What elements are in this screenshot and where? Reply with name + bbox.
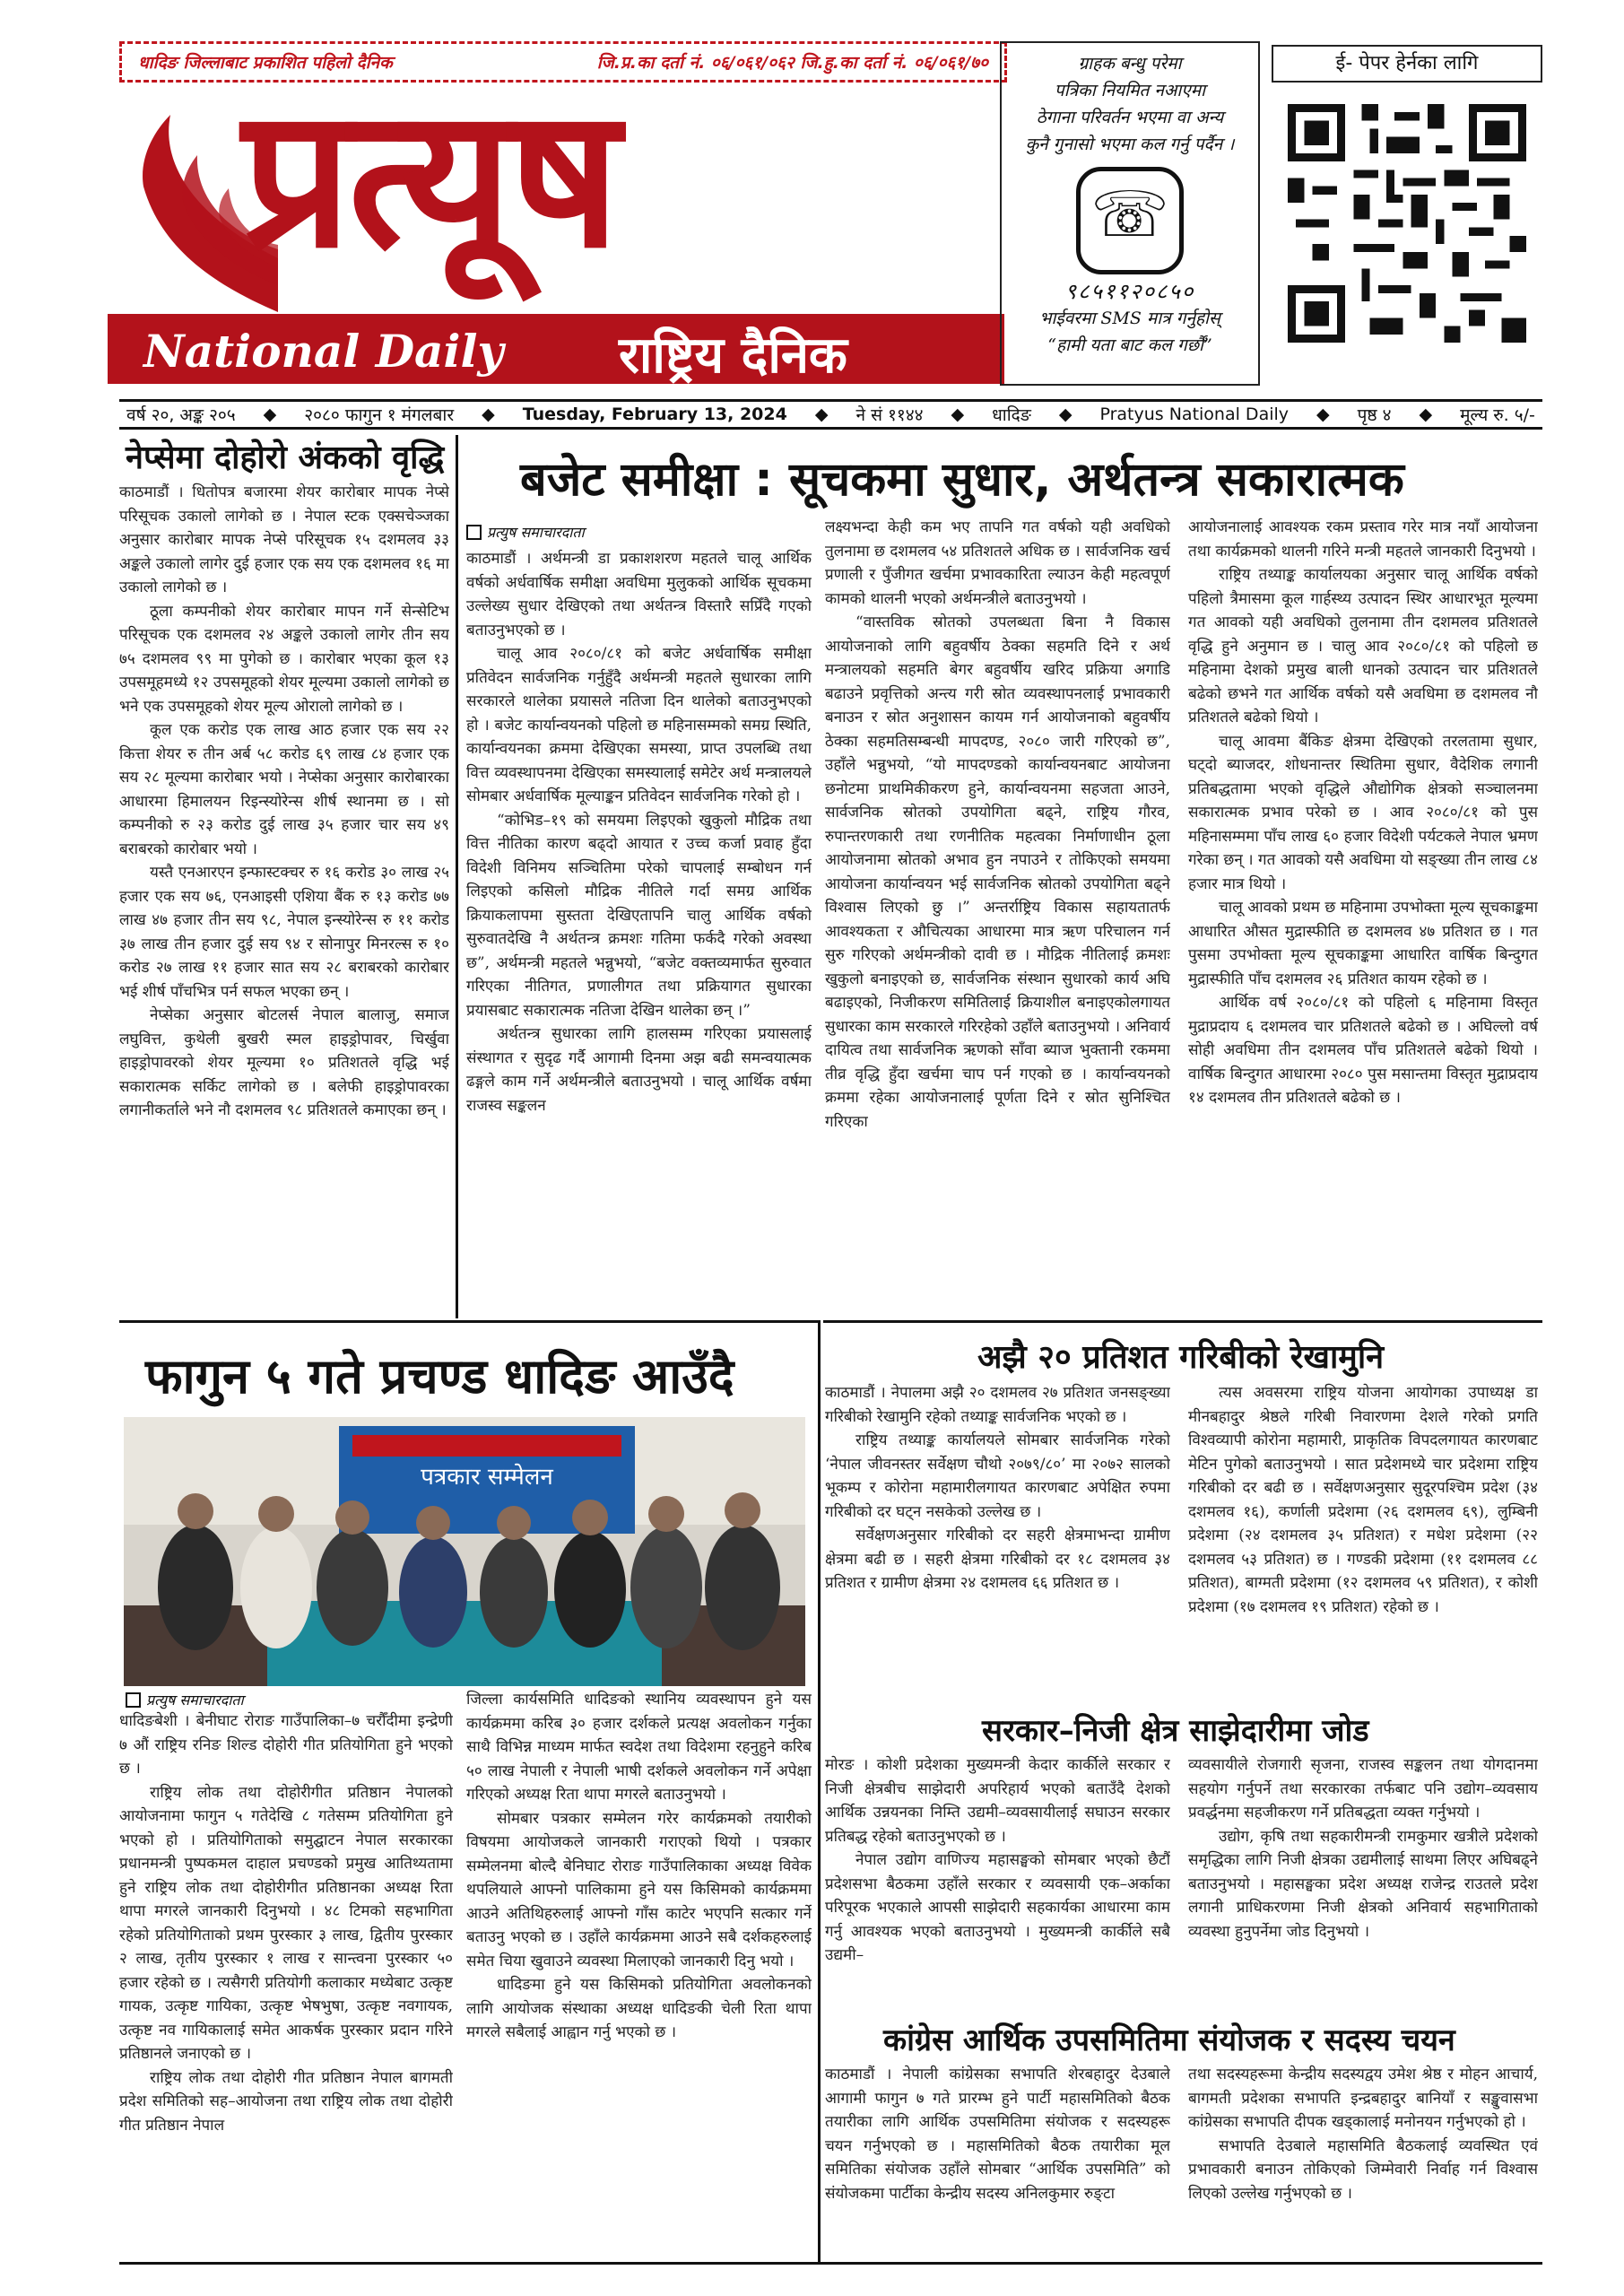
section-rule [823, 1320, 1542, 1323]
qr-code-icon[interactable] [1288, 104, 1526, 343]
prachanda-byline [126, 1690, 244, 1709]
byline-square-icon [466, 525, 482, 540]
budget-column-2 [825, 516, 1170, 1314]
partnership-column-1 [825, 1753, 1170, 2018]
subscriber-notice [1000, 41, 1260, 386]
masthead-logo [108, 64, 1004, 385]
notice-line: ठेगाना परिवर्तन भएमा वा अन्य [1036, 108, 1224, 127]
paragraph: सोमबार पत्रकार सम्मेलन गरेर कार्यक्रमको तयारीको विषयमा आयोजकले जानकारी गराएको थियो । पत्रकार सम्मेलनमा बोल्दै बेनिघाट रोराङ गाउँपालिकाका अध्यक्ष विवेक थपलियाले आफ्नो पालिकामा हुने यस किसिमको कार्यक्रममा आउने अतिथिहरुलाई आफ्नो गाँस काटेर भएपनि सत्कार गर्ने बताउनु भएको छ । उहाँले कार्यक्रममा आउने सबै दर्शकहरुलाई समेत चिया खुवाउने व्यवस्था मिलाएको जानकारी दिनु भयो । [466, 1809, 812, 1970]
paragraph: नेपाल उद्योग वाणिज्य महासङ्घको सोमबार भएको छैटौं प्रदेशसभा बैठकमा उहाँले सरकार र व्यवसायी एक–अर्काका परिपूरक भएकाले आपसी साझेदारी सहकार्यका आधारमा काम गर्नु आवश्यक भएको बताउनुभयो । मुख्यमन्त्री कार्कीले सबै उद्यमी– [825, 1851, 1170, 1964]
prachanda-column-2 [466, 1688, 812, 2258]
page-number: पृष्ठ ४ [1357, 405, 1392, 425]
budget-column-1 [466, 547, 812, 1314]
partnership-column-2 [1188, 1753, 1538, 2018]
prachanda-column-1 [119, 1709, 453, 2258]
column-rule [456, 435, 458, 1318]
paragraph: “वास्तविक स्रोतको उपलब्धता बिना नै विकास आयोजनाको लागि बहुवर्षीय ठेक्का सहमति दिने र अर्थ मन्त्रालयको सहमति बेगर बहुवर्षीय खरिद प्रक्रिया अगाडि बढाउने प्रवृत्तिको अन्त्य गरी स्रोत व्यवस्थापनलाई प्रभावकारी बनाउन र स्रोत अनुशासन कायम गर्न आयोजनाको बहुवर्षीय ठेक्का सहमतिसम्बन्धी मापदण्ड, २०८० जारी गरिएको छ”, उहाँले भन्नुभयो, “यो मापदण्डको कार्यान्वयनबाट आयोजना छनोटमा प्राथमिकीकरण हुने, कार्यान्वयनमा सहजता आउने, सार्वजनिक स्रोतको उपयोगिता बढ्ने, राष्ट्रिय गौरव, रुपान्तरणकारी तथा रणनीतिक महत्वका निर्माणाधीन ठूला आयोजनामा स्रोतको अभाव हुन नपाउने र तोकिएको समयमा आयोजना कार्यान्वयन भई सार्वजनिक स्रोतको उपयोगिता बढ्ने विश्वास लिएको छु ।” अन्तर्राष्ट्रिय विकास सहायतातर्फ आवश्यकता र औचित्यका आधारमा मात्र ऋण परिचालन गर्न सुरु गरिएको अर्थमन्त्रीको दावी छ । मौद्रिक नीतिलाई क्रमशः खुकुलो बनाइएको छ, सार्वजनिक संस्थान सुधारको कार्य अघि बढाइएको, निजीकरण समितिलाई क्रियाशील बनाइएकोलगायत सुधारका काम सरकारले गरिरहेको उहाँले बताउनुभयो । अनिवार्य दायित्व तथा सार्वजनिक ऋणको साँवा ब्याज भुक्तानी रकममा तीव्र वृद्धि हुँदा खर्चमा चाप पर्न गएको छ । कार्यान्वयनको क्रममा रहेका आयोजनालाई पूर्णता दिने र स्रोत सुनिश्चित गरिएका [825, 613, 1170, 1131]
congress-headline: कांग्रेस आर्थिक उपसमितिमा संयोजक र सदस्य चयन [883, 2022, 1455, 2058]
paragraph: मोरङ । कोशी प्रदेशका मुख्यमन्त्री केदार कार्कीले सरकार र निजी क्षेत्रबीच साझेदारी अपरिहार्य भएको बताउँदै देशको आर्थिक उन्नयनका निम्ति उद्यमी–व्यवसायीलाई सघाउन सरकार प्रतिबद्ध रहेको बताउनुभएको छ । [825, 1756, 1170, 1846]
viber-icon [1076, 167, 1184, 274]
paragraph: चालू आव २०८०/८१ को बजेट अर्धवार्षिक समीक्षा प्रतिवेदन सार्वजनिक गर्नुहुँदै अर्थमन्त्री महतले सुधारका लागि सरकारले थालेका प्रयासले नतिजा दिन थालेको बताउनुभएको हो । बजेट कार्यान्वयनको पहिलो छ महिनासम्मको समग्र स्थिति, कार्यान्वयनका क्रममा देखिएका समस्या, प्राप्त उपलब्धि तथा वित्त व्यवस्थापनमा देखिएका समस्यालाई समेटेर अर्थ मन्त्रालयले सोमबार अर्धवार्षिक मूल्याङ्कन प्रतिवेदन सार्वजनिक गरेको हो । [466, 645, 812, 805]
logo-english: National Daily [143, 325, 504, 378]
paragraph: तथा सदस्यहरूमा केन्द्रीय सदस्यद्वय उमेश श्रेष्ठ र मोहन आचार्य, बागमती प्रदेशका सभापति इन्द्रबहादुर बानियाँ र सङ्खुवासभा कांग्रेसका सभापति दीपक खड्कालाई मनोनयन गर्नुभएको हो । [1188, 2066, 1538, 2131]
budget-byline [466, 522, 585, 542]
paragraph: राष्ट्रिय लोक तथा दोहोरी गीत प्रतिष्ठान नेपाल बागमती प्रदेश समितिको सह–आयोजना तथा राष्ट्रिय लोक तथा दोहोरी गीत प्रतिष्ठान नेपाल [119, 2068, 453, 2135]
section-rule [119, 1320, 819, 1323]
paragraph: आयोजनालाई आवश्यक रकम प्रस्ताव गरेर मात्र नयाँ आयोजना तथा कार्यक्रमको थालनी गरिने मन्त्री महतले जानकारी दिनुभयो । [1188, 518, 1538, 561]
paragraph: धादिङबेशी । बेनीघाट रोराङ गाउँपालिका–७ चरौँदीमा इन्द्रेणी ७ औं राष्ट्रिय रनिङ शिल्ड दोहोरी गीत प्रतियोगिता हुने भएको छ । [119, 1712, 453, 1778]
poverty-column-1 [825, 1381, 1170, 1704]
page-bottom-rule [119, 2262, 1542, 2265]
byline-square-icon [126, 1692, 141, 1708]
congress-column-1 [825, 2063, 1170, 2258]
paragraph: काठमाडौं । नेपाली कांग्रेसका सभापति शेरबहादुर देउबाले आगामी फागुन ७ गते प्रारम्भ हुने पार्टी महासमितिको बैठक तयारीका लागि आर्थिक उपसमितिमा संयोजक र सदस्यहरू चयन गर्नुभएको छ । महासमितिको बैठक तयारीका मूल समितिका संयोजक उहाँले सोमबार “आर्थिक उपसमिति” को संयोजकमा पार्टीका केन्द्रीय सदस्य अनिलकुमार रुङ्टा [825, 2066, 1170, 2203]
paragraph: काठमाडौं । नेपालमा अझै २० दशमलव २७ प्रतिशत जनसङ्ख्या गरिबीको रेखामुनि रहेको तथ्याङ्क सार्वजनिक भएको छ । [825, 1384, 1170, 1426]
paragraph: उद्योग, कृषि तथा सहकारीमन्त्री रामकुमार खत्रीले प्रदेशको समृद्धिका लागि निजी क्षेत्रका उद्यमीलाई साथमा लिएर अघिबढ्ने बताउनुभयो । महासङ्घका प्रदेश अध्यक्ष राजेन्द्र राउतले प्रदेश लगानी प्राधिकरणमा निजी क्षेत्रको अनिवार्य सहभागिताको व्यवस्था हुनुपर्नेमा जोड दिनुभयो । [1188, 1827, 1538, 1941]
nepal-sambat: ने सं ११४४ [855, 405, 924, 425]
partnership-headline: सरकार–निजी क्षेत्र साझेदारीमा जोड [982, 1713, 1369, 1749]
paragraph: चालू आवको प्रथम छ महिनामा उपभोक्ता मूल्य सूचकाङ्कमा आधारित औसत मुद्रास्फीति छ दशमलव ४७ प्रतिशत छ । गत पुसमा उपभोक्ता मूल्य सूचकाङ्कमा आधारित वार्षिक बिन्दुगत मुद्रास्फीति पाँच दशमलव २६ प्रतिशत कायम रहेको छ । [1188, 899, 1538, 988]
paragraph: कूल एक करोड एक लाख आठ हजार एक सय २२ कित्ता शेयर रु तीन अर्ब ५८ करोड ६९ लाख ८४ हजार एक सय २८ मूल्यमा कारोबार भयो । नेप्सेका अनुसार कारोबारका आधारमा हिमालयन रिइन्स्योरेन्स शीर्ष स्थानमा छ । सो कम्पनीको रु २३ करोड दुई लाख ३५ हजार चार सय ४९ बराबरको कारोबार भयो । [119, 721, 449, 858]
budget-headline: बजेट समीक्षा : सूचकमा सुधार, अर्थतन्त्र सकारात्मक [520, 453, 1404, 507]
paragraph: “कोभिड–१९ को समयमा लिइएको खुकुलो मौद्रिक तथा वित्त नीतिका कारण बढ्दो आयात र उच्च कर्जा प्रवाह हुँदा विदेशी विनिमय सञ्चितिमा परेको चापलाई सम्बोधन गर्न लिइएको कसिलो मौद्रिक नीतिले गर्दा समग्र आर्थिक क्रियाकलापमा सुस्तता देखिएतापनि चालु आर्थिक वर्षको सुरुवातदेखि नै अर्थतन्त्र क्रमशः गतिमा फर्कदै गरेको अवस्था छ”, अर्थमन्त्री महतले भन्नुभयो, “बजेट वक्तव्यमार्फत सुरुवात गरिएका नीतिगत, प्रणालीगत तथा प्रक्रियागत सुधारका प्रयासबाट सकारात्मक नतिजा देखिन थालेका छन् ।” [466, 811, 812, 1020]
paragraph: चालू आवमा बैंकिङ क्षेत्रमा देखिएको तरलतामा सुधार, घट्दो ब्याजदर, शोधनान्तर स्थितिमा सुधार, वैदेशिक लगानी प्रतिबद्धतामा भएको वृद्धिले औद्योगिक क्षेत्रको सञ्चालनमा सकारात्मक प्रभाव परेको छ । आव २०८०/८१ को पुस महिनासम्ममा पाँच लाख ६० हजार विदेशी पर्यटकले नेपाल भ्रमण गरेका छन् । गत आवको यसै अवधिमा यो सङ्ख्या तीन लाख ८४ हजार मात्र थियो । [1188, 732, 1538, 893]
paragraph: काठमाडौं । धितोपत्र बजारमा शेयर कारोबार मापक नेप्से परिसूचक उकालो लागेको छ । नेपाल स्टक एक्सचेञ्जका अनुसार कारोबार मापक नेप्से परिसूचक १५ दशमलव ३३ अङ्कले उकालो लागेर दुई हजार एक सय एक दशमलव १६ मा उकालो लागेको छ । [119, 483, 449, 596]
paragraph: व्यवसायीले रोजगारी सृजना, राजस्व सङ्कलन तथा योगदानमा सहयोग गर्नुपर्ने तथा सरकारका तर्फबाट पनि उद्योग–व्यवसाय प्रवर्द्धनमा सहजीकरण गर्ने प्रतिबद्धता व्यक्त गर्नुभयो । [1188, 1756, 1538, 1822]
budget-column-3 [1188, 516, 1538, 1314]
congress-column-2 [1188, 2063, 1538, 2258]
paper-name: Pratyus National Daily [1099, 404, 1290, 424]
prachanda-headline: फागुन ५ गते प्रचण्ड धादिङ आउँदै [145, 1348, 734, 1405]
nepse-headline: नेप्सेमा दोहोरो अंकको वृद्धि [126, 439, 445, 476]
byline-text: प्रत्युष समाचारदाता [146, 1692, 244, 1709]
paragraph: त्यस अवसरमा राष्ट्रिय योजना आयोगका उपाध्यक्ष डा मीनबहादुर श्रेष्ठले गरिबी निवारणमा देशले गरेको प्रगति विश्वव्यापी कोरोना महामारी, प्राकृतिक विपदलगायत कारणबाट मेटिन पुगेको बताउनुभयो । सात प्रदेशमध्ये चार प्रदेशमा राष्ट्रिय गरिबीको दर बढी छ । सर्वेक्षणअनुसार सुदूरपश्चिम प्रदेश (३४ दशमलव १६), कर्णाली प्रदेशमा (२६ दशमलव ६९), लुम्बिनी प्रदेशमा (२४ दशमलव ३५ प्रतिशत) र मधेश प्रदेशमा (२२ दशमलव ५३ प्रतिशत) छ । गण्डकी प्रदेशमा (११ दशमलव ८८ प्रतिशत), बाग्मती प्रदेशमा (१२ दशमलव ५९ प्रतिशत), र कोशी प्रदेशमा (१७ दशमलव १९ प्रतिशत) रहेको छ । [1188, 1384, 1538, 1616]
paragraph: सर्वेक्षणअनुसार गरिबीको दर सहरी क्षेत्रमाभन्दा ग्रामीण क्षेत्रमा बढी छ । सहरी क्षेत्रमा गरिबीको दर १८ दशमलव ३४ प्रतिशत र ग्रामीण क्षेत्रमा २४ दशमलव ६६ प्रतिशत छ । [825, 1526, 1170, 1592]
paragraph: राष्ट्रिय तथ्याङ्क कार्यालयका अनुसार चालू आर्थिक वर्षको पहिलो त्रैमासमा कूल गार्हस्थ्य उत्पादन स्थिर आधारभूत मूल्यमा गत आवको यही अवधिको तुलनामा तीन दशमलव प्रतिशतले वृद्धि हुने अनुमान छ । चालु आव २०८०/८१ को पहिलो छ महिनामा देशको प्रमुख बाली धानको उत्पादन चार प्रतिशतले बढेको छभने गत आर्थिक वर्षको यसै अवधिमा छ दशमलव नौ प्रतिशतले बढेको थियो । [1188, 566, 1538, 726]
notice-line: ग्राहक बन्धु परेमा [1078, 54, 1182, 74]
byline-text: प्रत्युष समाचारदाता [487, 524, 585, 541]
paragraph: यस्तै एनआरएन इन्फास्टक्चर रु १६ करोड ३० लाख २५ हजार एक सय ७६, एनआइसी एशिया बैंक रु १३ करोड ७७ लाख ४७ हजार तीन सय ९८, नेपाल इन्स्योरेन्स रु ११ करोड ३७ लाख तीन हजार दुई सय ९४ र सोनापुर मिनरल्स रु १० करोड २७ लाख ११ हजार सात सय २८ बराबरको कारोबार भई शीर्ष पाँचभित्र पर्न सफल भएका छन् । [119, 864, 449, 1001]
price: मूल्य रु. ५/- [1460, 405, 1535, 425]
poverty-headline: अझै २० प्रतिशत गरिबीको रेखामुनि [977, 1339, 1385, 1376]
paragraph: सभापति देउबाले महासमिति बैठकलाई व्यवस्थित एवं प्रभावकारी बनाउन तोकिएको जिम्मेवारी निर्वाह गर्न विश्वास लिएको उल्लेख गर्नुभएको छ । [1188, 2136, 1538, 2203]
volume: वर्ष २०, अङ्क २०५ [126, 405, 236, 425]
epaper-box [1272, 45, 1542, 386]
notice-line: पत्रिका नियमित नआएमा [1054, 81, 1206, 100]
press-meet-photo [124, 1417, 805, 1686]
paragraph: धादिङमा हुने यस किसिमको प्रतियोगिता अवलोकनको लागि आयोजक संस्थाका अध्यक्ष धादिङकी चेली रिता थापा मगरले सबैलाई आह्वान गर्नु भएको छ । [466, 1976, 812, 2041]
paragraph: आर्थिक वर्ष २०८०/८१ को पहिलो ६ महिनामा विस्तृत मुद्राप्रदाय ६ दशमलव चार प्रतिशतले बढेको छ । अघिल्लो वर्ष सोही अवधिमा तीन दशमलव पाँच प्रतिशतले बढेको थियो । वार्षिक बिन्दुगत आधारमा २०८० पुस मसान्तमा विस्तृत मुद्राप्रदाय १४ दशमलव तीन प्रतिशतले बढेको छ । [1188, 994, 1538, 1107]
date-nepali: २०८० फागुन १ मंगलबार [304, 405, 455, 425]
poverty-column-2 [1188, 1381, 1538, 1704]
tagline: धादिङ जिल्लाबाट प्रकाशित पहिलो दैनिक [138, 53, 393, 73]
nepse-article [119, 481, 449, 1315]
press-meet-image [124, 1417, 805, 1686]
logo-subtitle: राष्ट्रिय दैनिक [619, 326, 847, 385]
banner-text: पत्रकार सम्मेलन [421, 1464, 553, 1491]
phone-number[interactable]: ९८५११२०८५० [1064, 279, 1195, 304]
paragraph: जिल्ला कार्यसमिति धादिङको स्थानिय व्यवस्थापन हुने यस कार्यक्रममा करिब ३० हजार दर्शकले प्रत्यक्ष अवलोकन गर्नुका साथै विभिन्न माध्यम मार्फत स्वदेश तथा विदेशमा रहनुहुने करिब ५० लाख नेपाली र नेपाली भाषी दर्शकले अवलोकन गर्ने अपेक्षा गरिएको अध्यक्ष रिता थापा मगरले बताउनुभयो । [466, 1691, 812, 1804]
paragraph: राष्ट्रिय लोक तथा दोहोरीगीत प्रतिष्ठान नेपालको आयोजनामा फागुन ५ गतेदेखि ८ गतेसम्म प्रतियोगिता हुने भएको हो । प्रतियोगिताको समुद्घाटन नेपाल सरकारका प्रधानमन्त्री पुष्पकमल दाहाल प्रचण्डको प्रमुख आतिथ्यतामा हुने राष्ट्रिय लोक तथा दोहोरीगीत प्रतिष्ठानका अध्यक्ष रिता थापा मगरले जानकारी दिनुभयो । ४८ टिमको सहभागिता रहेको प्रतियोगिताको प्रथम पुरस्कार ३ लाख, द्वितीय पुरस्कार २ लाख, तृतीय पुरस्कार १ लाख र सान्त्वना पुरस्कार ५० हजार रहेको छ । त्यसैगरी प्रतियोगी कलाकार मध्येबाट उत्कृष्ट गायक, उत्कृष्ट गायिका, उत्कृष्ट भेषभुषा, उत्कृष्ट नवगायक, उत्कृष्ट नव गायिकालाई समेत आकर्षक पुरस्कार प्रदान गरिने प्रतिष्ठानले जनाएको छ । [119, 1783, 453, 2063]
paragraph: अर्थतन्त्र सुधारका लागि हालसम्म गरिएका प्रयासलाई संस्थागत र सुदृढ गर्दै आगामी दिनमा अझ बढी समन्वयात्मक ढङ्गले काम गर्ने अर्थमन्त्रीले बताउनुभयो । चालू आर्थिक वर्षमा राजस्व सङ्कलन [466, 1025, 812, 1115]
motto: “हामी यता बाट कल गर्छौं” [1047, 335, 1212, 355]
viber-note: भाईवरमा SMS मात्र गर्नुहोस् [1039, 309, 1220, 328]
logo-title: प्रत्यूष [242, 64, 617, 291]
column-rule [818, 1320, 821, 2262]
paragraph: ठूला कम्पनीको शेयर कारोबार मापन गर्ने सेन्सेटिभ परिसूचक एक दशमलव २४ अङ्कले उकालो लागेर तीन सय ७५ दशमलव ९९ मा पुगेको छ । कारोबार भएका कूल १३ उपसमूहमध्ये १२ उपसमूहको शेयर मूल्यमा उकालो लागेको छ भने एक उपसमूहको शेयर मूल्य ओरालो लागेको छ । [119, 602, 449, 716]
registration-number: जि.प्र.का दर्ता नं. ०६/०६१/०६२ जि.हु.का दर्ता नं. ०६/०६१/७० [596, 53, 988, 73]
paragraph: नेप्सेका अनुसार बोटलर्स नेपाल बालाजु, समाज लघुवित्त, कुथेली बुखरी स्मल हाइड्रोपावर, चिर्खुवा हाइड्रोपावरको शेयर मूल्यमा १० प्रतिशतले वृद्धि भई सकारात्मक सर्किट लागेको छ । बलेफी हाइड्रोपावरका लगानीकर्ताले भने नौ दशमलव ९८ प्रतिशतले कमाएका छन् । [119, 1006, 449, 1119]
epaper-label: ई- पेपर हेर्नका लागि [1272, 45, 1542, 83]
date-english: Tuesday, February 13, 2024 [522, 404, 787, 424]
issue-info-bar: वर्ष २०, अङ्क २०५ ◆ २०८० फागुन १ मंगलबार ◆ Tuesday, February 13, 2024 ◆ ने सं ११४४ ◆ धादिङ ◆ Pratyus National Daily ◆ पृष्ठ ४ ◆ मूल्य रु. ५/- [119, 399, 1542, 430]
place: धादिङ [992, 405, 1031, 425]
paragraph: लक्ष्यभन्दा केही कम भए तापनि गत वर्षको यही अवधिको तुलनामा छ दशमलव ५४ प्रतिशतले अधिक छ । सार्वजनिक खर्च प्रणाली र पुँजीगत खर्चमा प्रभावकारिता ल्याउन केही महत्वपूर्ण कामको थालनी भएको अर्थमन्त्रीले बताउनुभयो । [825, 518, 1170, 608]
paragraph: राष्ट्रिय तथ्याङ्क कार्यालयले सोमबार सार्वजनिक गरेको ‘नेपाल जीवनस्तर सर्वेक्षण चौथो २०७९/८०’ मा २०७२ सालको भूकम्प र कोरोना महामारीलगायत कारणबाट अपेक्षित रुपमा गरिबीको दर घट्न नसकेको उल्लेख छ । [825, 1431, 1170, 1521]
paragraph: काठमाडौं । अर्थमन्त्री डा प्रकाशशरण महतले चालू आर्थिक वर्षको अर्धवार्षिक समीक्षा अवधिमा मुलुकको आर्थिक सूचकमा उल्लेख्य सुधार देखिएको तथा अर्थतन्त्र विस्तारै सप्रिँदै गएको बताउनुभएको छ । [466, 550, 812, 639]
notice-line: कुनै गुनासो भएमा कल गर्नु पर्दैन । [1025, 135, 1235, 154]
